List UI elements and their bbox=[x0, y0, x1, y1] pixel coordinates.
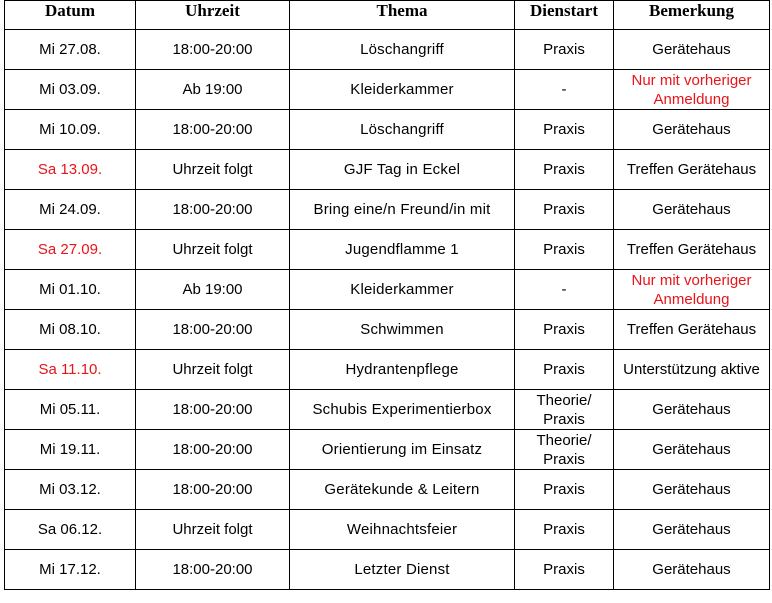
table-row bbox=[5, 310, 770, 350]
cell-datum: Mi 27.08. bbox=[5, 30, 136, 70]
table-row bbox=[5, 350, 770, 390]
cell-uhrzeit: 18:00-20:00 bbox=[136, 190, 290, 230]
cell-bemerkung: Gerätehaus bbox=[614, 470, 770, 510]
table-row bbox=[5, 30, 770, 70]
cell-datum: Sa 27.09. bbox=[5, 230, 136, 270]
header-bemerkung: Bemerkung bbox=[614, 1, 770, 30]
cell-uhrzeit: 18:00-20:00 bbox=[136, 430, 290, 470]
cell-thema: GJF Tag in Eckel bbox=[290, 150, 515, 190]
cell-uhrzeit: 18:00-20:00 bbox=[136, 310, 290, 350]
cell-datum: Mi 08.10. bbox=[5, 310, 136, 350]
table-row bbox=[5, 70, 770, 110]
cell-thema: Weihnachtsfeier bbox=[290, 510, 515, 550]
cell-dienstart: Praxis bbox=[515, 230, 614, 270]
cell-uhrzeit: 18:00-20:00 bbox=[136, 550, 290, 590]
cell-dienstart: Praxis bbox=[515, 310, 614, 350]
cell-thema: Gerätekunde & Leitern bbox=[290, 470, 515, 510]
cell-thema: Schwimmen bbox=[290, 310, 515, 350]
cell-uhrzeit: Uhrzeit folgt bbox=[136, 510, 290, 550]
schedule-table bbox=[4, 0, 770, 590]
cell-bemerkung: Gerätehaus bbox=[614, 510, 770, 550]
cell-dienstart: Praxis bbox=[515, 550, 614, 590]
table-row bbox=[5, 150, 770, 190]
cell-uhrzeit: 18:00-20:00 bbox=[136, 110, 290, 150]
header-thema: Thema bbox=[290, 1, 515, 30]
cell-uhrzeit: Uhrzeit folgt bbox=[136, 150, 290, 190]
cell-thema: Löschangriff bbox=[290, 30, 515, 70]
cell-datum: Mi 03.09. bbox=[5, 70, 136, 110]
table-body bbox=[5, 30, 770, 590]
cell-thema: Bring eine/n Freund/in mit bbox=[290, 190, 515, 230]
cell-dienstart: Praxis bbox=[515, 510, 614, 550]
table-row bbox=[5, 190, 770, 230]
header-row bbox=[5, 1, 770, 30]
cell-dienstart: Theorie/ Praxis bbox=[515, 390, 614, 430]
cell-dienstart: Praxis bbox=[515, 350, 614, 390]
cell-thema: Orientierung im Einsatz bbox=[290, 430, 515, 470]
cell-dienstart: - bbox=[515, 270, 614, 310]
cell-datum: Sa 13.09. bbox=[5, 150, 136, 190]
cell-datum: Mi 05.11. bbox=[5, 390, 136, 430]
table-row bbox=[5, 390, 770, 430]
cell-datum: Mi 10.09. bbox=[5, 110, 136, 150]
cell-thema: Kleiderkammer bbox=[290, 70, 515, 110]
header-datum: Datum bbox=[5, 1, 136, 30]
cell-dienstart: Praxis bbox=[515, 190, 614, 230]
header-dienstart: Dienstart bbox=[515, 1, 614, 30]
cell-datum: Sa 11.10. bbox=[5, 350, 136, 390]
cell-uhrzeit: 18:00-20:00 bbox=[136, 30, 290, 70]
cell-bemerkung: Gerätehaus bbox=[614, 30, 770, 70]
cell-bemerkung: Gerätehaus bbox=[614, 110, 770, 150]
cell-uhrzeit: 18:00-20:00 bbox=[136, 390, 290, 430]
table-row bbox=[5, 470, 770, 510]
table-row bbox=[5, 270, 770, 310]
cell-datum: Mi 17.12. bbox=[5, 550, 136, 590]
cell-datum: Mi 24.09. bbox=[5, 190, 136, 230]
cell-datum: Mi 03.12. bbox=[5, 470, 136, 510]
cell-uhrzeit: Uhrzeit folgt bbox=[136, 350, 290, 390]
cell-uhrzeit: 18:00-20:00 bbox=[136, 470, 290, 510]
table-row bbox=[5, 550, 770, 590]
cell-dienstart: Praxis bbox=[515, 110, 614, 150]
cell-uhrzeit: Ab 19:00 bbox=[136, 70, 290, 110]
cell-datum: Mi 01.10. bbox=[5, 270, 136, 310]
cell-uhrzeit: Ab 19:00 bbox=[136, 270, 290, 310]
cell-thema: Hydrantenpflege bbox=[290, 350, 515, 390]
cell-bemerkung: Treffen Gerätehaus bbox=[614, 230, 770, 270]
cell-bemerkung: Gerätehaus bbox=[614, 190, 770, 230]
table-row bbox=[5, 230, 770, 270]
cell-dienstart: Theorie/ Praxis bbox=[515, 430, 614, 470]
cell-datum: Mi 19.11. bbox=[5, 430, 136, 470]
cell-bemerkung: Treffen Gerätehaus bbox=[614, 150, 770, 190]
cell-dienstart: Praxis bbox=[515, 30, 614, 70]
cell-dienstart: - bbox=[515, 70, 614, 110]
table-row bbox=[5, 110, 770, 150]
cell-bemerkung: Nur mit vorheriger Anmeldung bbox=[614, 70, 770, 110]
cell-thema: Kleiderkammer bbox=[290, 270, 515, 310]
cell-thema: Letzter Dienst bbox=[290, 550, 515, 590]
cell-thema: Löschangriff bbox=[290, 110, 515, 150]
cell-bemerkung: Treffen Gerätehaus bbox=[614, 310, 770, 350]
cell-uhrzeit: Uhrzeit folgt bbox=[136, 230, 290, 270]
cell-bemerkung: Unterstützung aktive bbox=[614, 350, 770, 390]
cell-bemerkung: Gerätehaus bbox=[614, 390, 770, 430]
cell-dienstart: Praxis bbox=[515, 150, 614, 190]
cell-dienstart: Praxis bbox=[515, 470, 614, 510]
cell-bemerkung: Nur mit vorheriger Anmeldung bbox=[614, 270, 770, 310]
table-row bbox=[5, 510, 770, 550]
cell-thema: Jugendflamme 1 bbox=[290, 230, 515, 270]
cell-thema: Schubis Experimentierbox bbox=[290, 390, 515, 430]
cell-bemerkung: Gerätehaus bbox=[614, 430, 770, 470]
table-row bbox=[5, 430, 770, 470]
cell-bemerkung: Gerätehaus bbox=[614, 550, 770, 590]
cell-datum: Sa 06.12. bbox=[5, 510, 136, 550]
header-uhrzeit: Uhrzeit bbox=[136, 1, 290, 30]
